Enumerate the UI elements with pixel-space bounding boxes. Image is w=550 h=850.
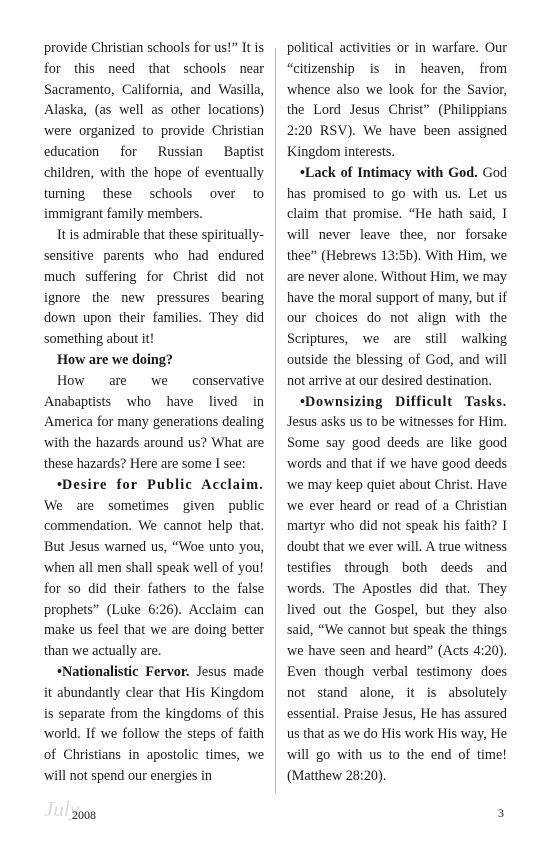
footer-year: 2008 — [72, 808, 96, 822]
column-divider — [275, 48, 276, 793]
item-text: Jesus asks us to be witnesses for Him. Some say good deeds are like good words and that if we have good deeds we may keep quiet about Christ. Have we ever heard or read of a Christian martyr who did not speak his faith? I doubt that we ever will. A true witness testifies through both deeds and words. The Apostles did that. They lived out the Gospel, but they also said, “We cannot but speak the things we have seen and heard” (Acts 4:20). Even though verbal testimony does not stand alone, it is absolutely essential. Praise Jesus, He has assured us that as we do His work His way, He will go with us to the end of time! (Matthew 28:20). — [287, 414, 507, 784]
item-text: Jesus made it abundantly clear that His Kingdom is separate from the kingdoms of this world. If we follow the steps of faith of Christians in apostolic times, we will not spend our energies in — [44, 663, 264, 784]
bullet-icon: • — [57, 663, 62, 680]
right-column — [287, 38, 507, 787]
bullet-icon: • — [57, 476, 62, 493]
item-text: We are sometimes given public commendation. We cannot help that. But Jesus warned us, “Woe unto you, when all men shall speak well of you! for so did their fathers to the false prophets” (Luke 6:26). Acclaim can make us feel that we are doing better than we actually are. — [44, 497, 264, 660]
item-lead: Downsizing Difficult Tasks. — [304, 393, 507, 410]
bullet-icon: • — [300, 164, 305, 181]
bullet-icon: • — [300, 393, 305, 410]
item-lead: Desire for Public Acclaim. — [61, 476, 264, 493]
section-heading: How are we doing? — [57, 351, 173, 368]
footer-month: July — [44, 797, 79, 821]
list-item — [44, 662, 264, 787]
page-number: 3 — [498, 806, 504, 820]
paragraph: provide Christian schools for us!” It is for this need that schools near Sacramento, California, and Wasilla, Alaska, (as well as other locations) were organized to provide Christian education for Russian Baptist children, with the hope of eventually turning these schools over to immigrant family members. — [44, 40, 264, 223]
left-column — [44, 38, 264, 787]
list-item — [287, 163, 507, 392]
item-text: God has promised to go with us. Let us claim that promise. “He hath said, I will never leave thee, nor forsake thee” (Hebrews 13:5b). With Him, we are never alone. Without Him, we may have the moral support of many, but if our choices do not align with the Scriptures, we are still walking outside the blessing of God, and will not arrive at our desired destination. — [287, 164, 508, 389]
paragraph: It is admirable that these spiritually-sensitive parents who had endured much suffering for Christ did not ignore the new pressures bearing down upon their families. They did something about it! — [44, 227, 264, 348]
list-item — [44, 475, 264, 662]
list-item — [287, 392, 507, 787]
item-lead: Lack of Intimacy with God. — [304, 164, 478, 181]
item-lead: Nationalistic Fervor. — [61, 663, 190, 680]
paragraph: How are we conservative Anabaptists who have lived in America for many generations dealing with the hazards around us? What are these hazards? Here are some I see: — [44, 372, 264, 472]
paragraph: political activities or in warfare. Our “citizenship is in heaven, from whence also we look for the Savior, the Lord Jesus Christ” (Philippians 2:20 RSV). We have been assigned Kingdom interests. — [287, 40, 507, 160]
